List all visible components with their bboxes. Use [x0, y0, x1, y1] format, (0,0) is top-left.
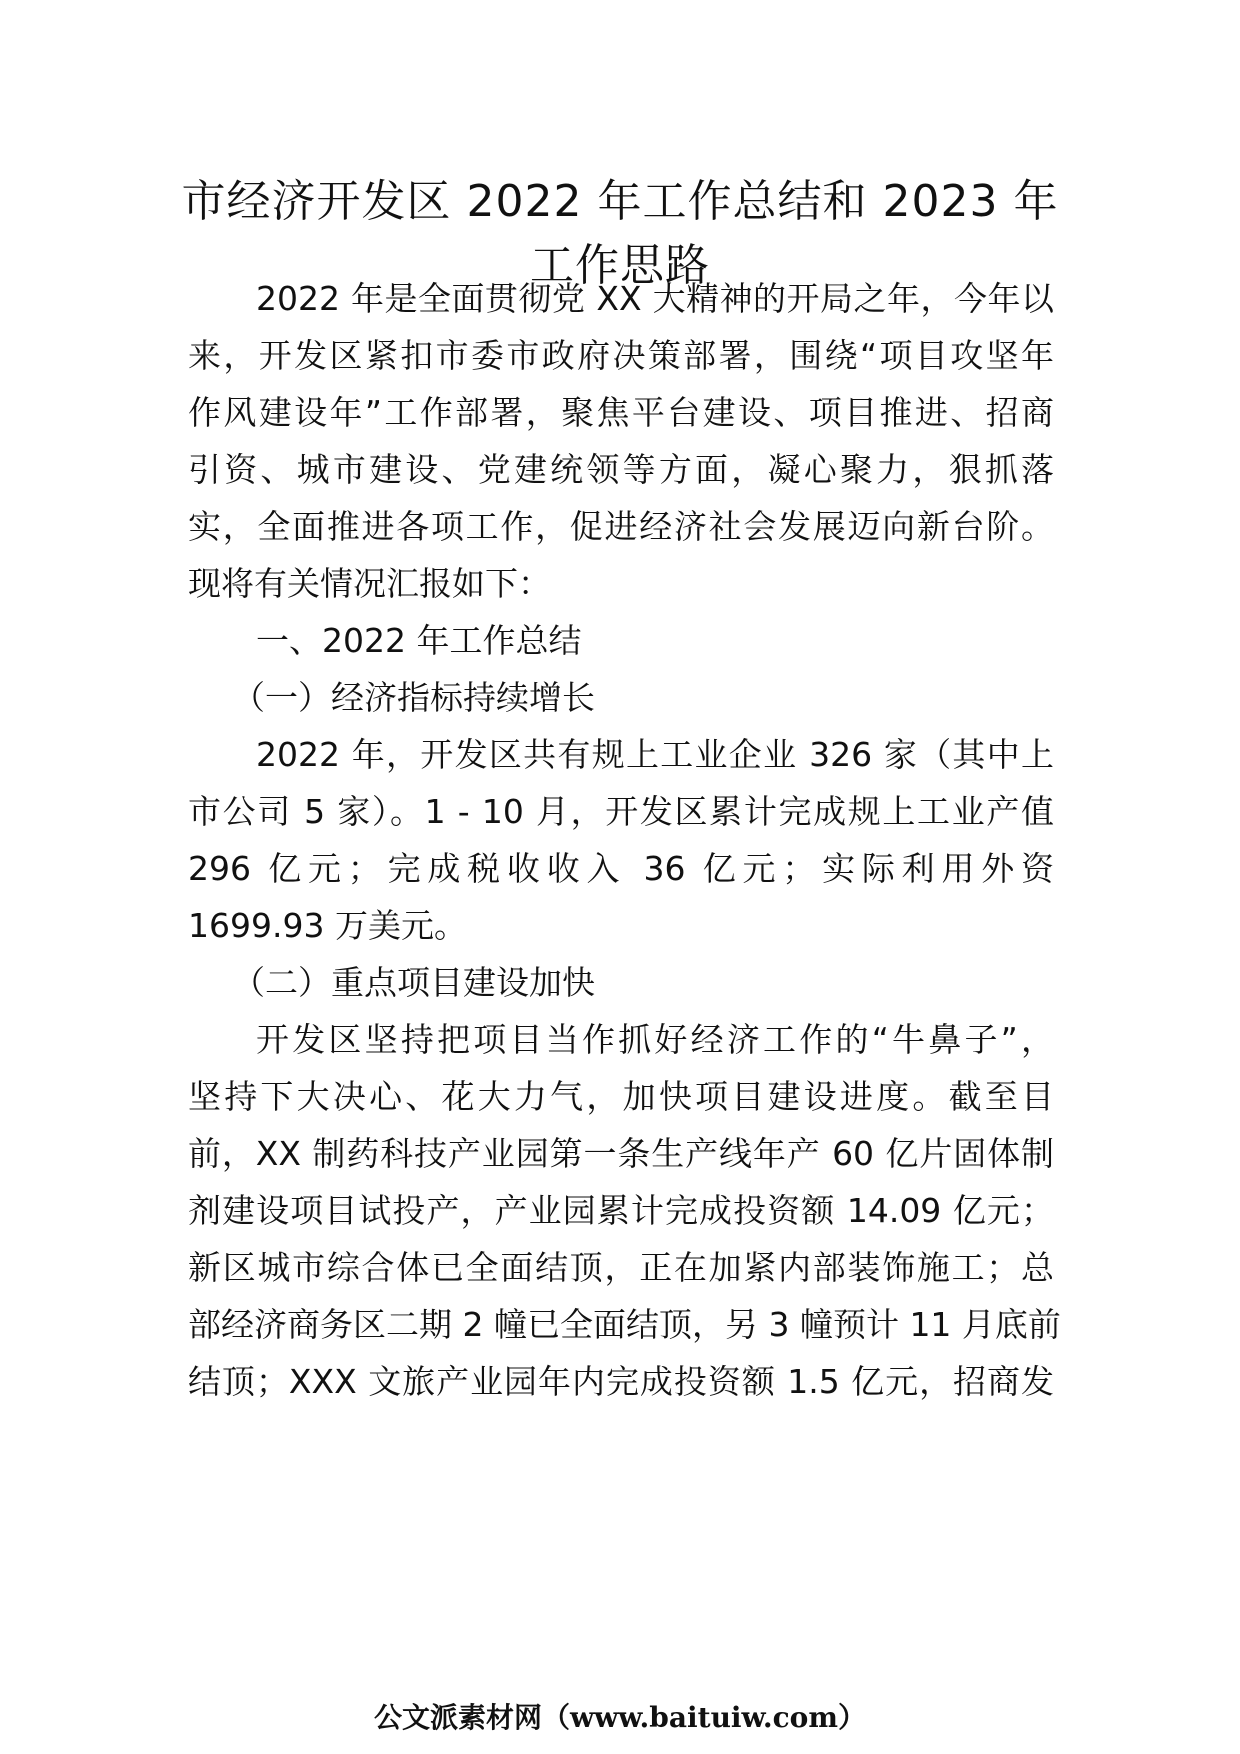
paragraph-line: 2022 年是全面贯彻党 XX 大精神的开局之年，今年以 [256, 279, 1054, 318]
paragraph-line: 引资、城市建设、党建统领等方面，凝心聚力，狠抓落 [188, 450, 1054, 489]
section-heading: 一、2022 年工作总结 [256, 621, 582, 660]
paragraph-line: 开发区坚持把项目当作抓好经济工作的“牛鼻子”， [256, 1020, 1054, 1059]
paragraph-line: 实，全面推进各项工作，促进经济社会发展迈向新台阶。 [188, 507, 1054, 546]
document-title-line-2: 工作思路 [530, 240, 710, 291]
paragraph-line: 市公司 5 家）。1 - 10 月，开发区累计完成规上工业产值 [188, 792, 1054, 831]
paragraph-line: 现将有关情况汇报如下： [188, 564, 551, 603]
paragraph-line: 前，XX 制药科技产业园第一条生产线年产 60 亿片固体制 [188, 1134, 1054, 1173]
subsection-heading: （一）经济指标持续增长 [232, 678, 595, 717]
paragraph-line: 剂建设项目试投产，产业园累计完成投资额 14.09 亿元； [188, 1191, 1054, 1230]
paragraph-line: 2022 年，开发区共有规上工业企业 326 家（其中上 [256, 735, 1054, 774]
paragraph-line: 部经济商务区二期 2 幢已全面结顶，另 3 幢预计 11 月底前 [188, 1305, 1061, 1344]
document-title-line-1: 市经济开发区 2022 年工作总结和 2023 年 [181, 176, 1059, 227]
paragraph-line: 坚持下大决心、花大力气，加快项目建设进度。截至目 [188, 1077, 1054, 1116]
paragraph-line: 来，开发区紧扣市委市政府决策部署，围绕“项目攻坚年 [188, 336, 1054, 375]
footer-watermark: 公文派素材网（www.baituiw.com） [374, 1701, 866, 1734]
paragraph-line: 新区城市综合体已全面结顶，正在加紧内部装饰施工；总 [188, 1248, 1054, 1287]
paragraph-line: 296 亿元；完成税收收入 36 亿元；实际利用外资 [188, 849, 1054, 888]
paragraph-line: 1699.93 万美元。 [188, 906, 467, 945]
paragraph-line: 作风建设年”工作部署，聚焦平台建设、项目推进、招商 [188, 393, 1054, 432]
subsection-heading: （二）重点项目建设加快 [232, 963, 595, 1002]
paragraph-line: 结顶；XXX 文旅产业园年内完成投资额 1.5 亿元，招商发 [188, 1362, 1054, 1401]
